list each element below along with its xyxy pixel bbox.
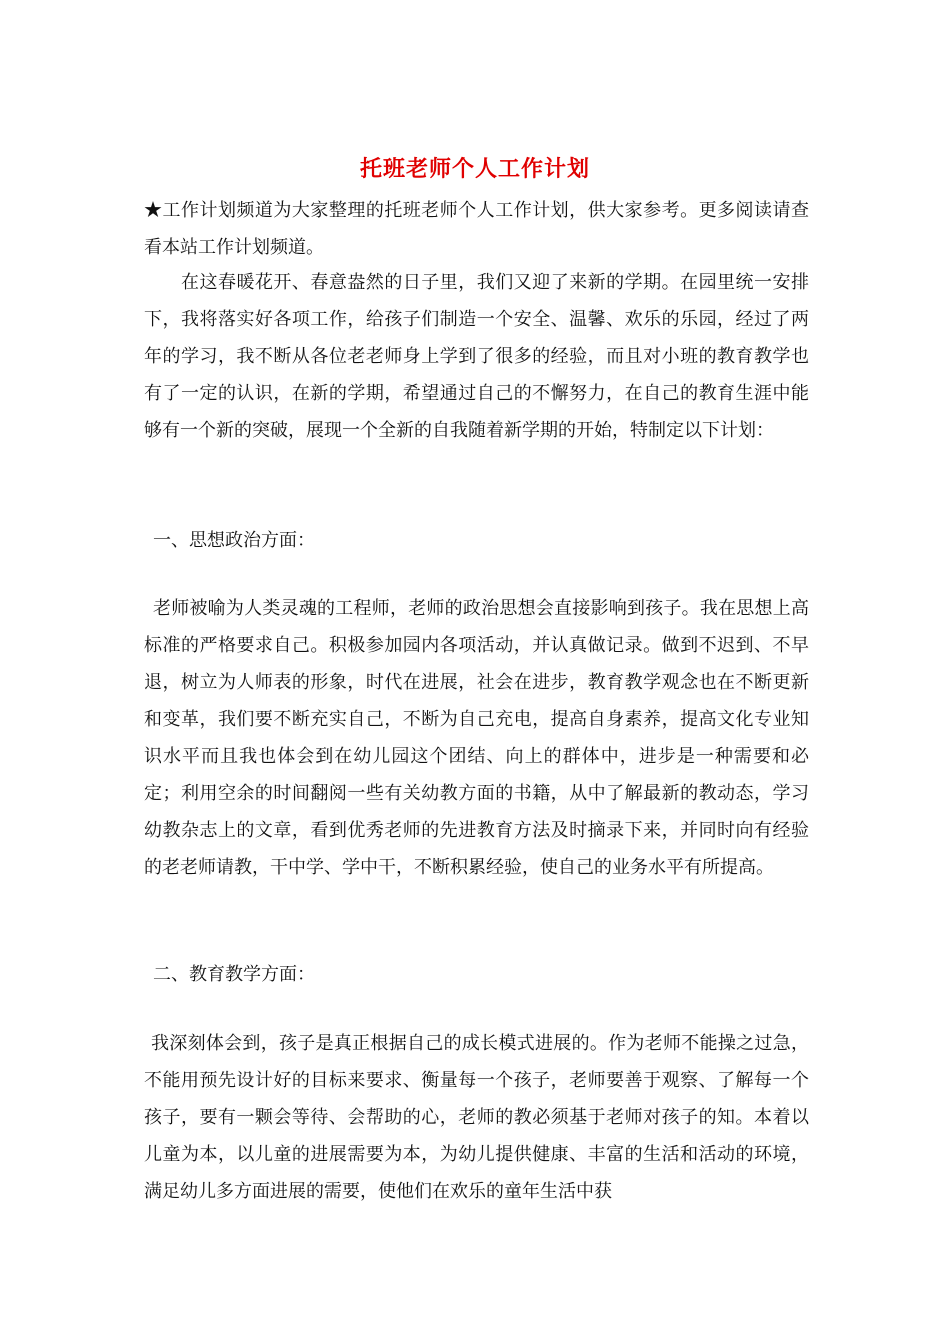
section-1-heading: 一、思想政治方面： — [153, 530, 315, 551]
section-2-body: 我深刻体会到，孩子是真正根据自己的成长模式进展的。作为老师不能操之过急，不能用预先设计好的目标来要求、衡量每一个孩子，老师要善于观察、了解每一个孩子，要有一颗会等待、会帮助的心，老师的教必须基于老师对孩子的知。本着以儿童为本，以儿童的进展需要为本，为幼儿提供健康、丰富的生活和活动的环境，满足幼儿多方面进展的需要，使他们在欢乐的童年生活中获 — [144, 1033, 809, 1202]
section-2-heading: 二、教育教学方面： — [153, 964, 315, 985]
opening-block — [144, 264, 809, 449]
intro-paragraph: ★工作计划频道为大家整理的托班老师个人工作计划，供大家参考。更多阅读请查看本站工作计划频道。 — [144, 200, 809, 258]
section-2-body-block — [144, 1025, 809, 1210]
intro-block — [144, 192, 809, 266]
section-1-body: 老师被喻为人类灵魂的工程师，老师的政治思想会直接影响到孩子。我在思想上高标准的严格要求自己。积极参加园内各项活动，并认真做记录。做到不迟到、不早退，树立为人师表的形象，时代在进展，社会在进步，教育教学观念也在不断更新和变革，我们要不断充实自己，不断为自己充电，提高自身素养，提高文化专业知识水平而且我也体会到在幼儿园这个团结、向上的群体中，进步是一种需要和必定；利用空余的时间翻阅一些有关幼教方面的书籍，从中了解最新的教动态，学习幼教杂志上的文章，看到优秀老师的先进教育方法及时摘录下来，并同时向有经验的老老师请教，干中学、学中干，不断积累经验，使自己的业务水平有所提高。 — [144, 598, 809, 878]
document-title: 托班老师个人工作计划 — [359, 156, 590, 182]
section-2-heading-block — [144, 956, 809, 993]
section-1-body-block — [144, 590, 809, 886]
opening-paragraph: 在这春暖花开、春意盎然的日子里，我们又迎了来新的学期。在园里统一安排下，我将落实好各项工作，给孩子们制造一个安全、温馨、欢乐的乐园，经过了两年的学习，我不断从各位老老师身上学到了很多的经验，而且对小班的教育教学也有了一定的认识，在新的学期，希望通过自己的不懈努力，在自己的教育生涯中能够有一个新的突破，展现一个全新的自我随着新学期的开始，特制定以下计划： — [144, 272, 809, 441]
section-1-heading-block — [144, 522, 809, 559]
